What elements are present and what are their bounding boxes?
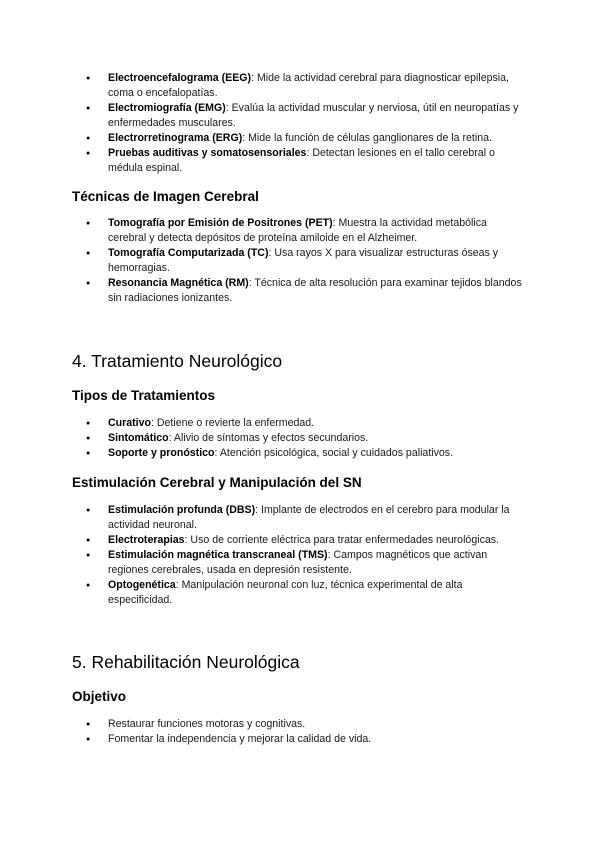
list-item: ● Resonancia Magnética (RM): Técnica de alta resolución para examinar tejidos blandos sin radiaciones ionizantes.	[72, 276, 528, 306]
treatment-types-heading: Tipos de Tratamientos	[72, 388, 216, 403]
list-item: ● Estimulación magnética transcraneal (TMS): Campos magnéticos que activan regiones cerebrales, usada en depresión resistente.	[72, 548, 528, 578]
list-item: ● Electroterapias: Uso de corriente eléctrica para tratar enfermedades neurológicas.	[72, 533, 528, 548]
stimulation-list	[72, 503, 528, 608]
list-item: ● Electrorretinograma (ERG): Mide la función de células ganglionares de la retina.	[72, 131, 528, 146]
list-item: ● Sintomático: Alivio de síntomas y efectos secundarios.	[72, 431, 528, 446]
imaging-list	[72, 216, 528, 306]
list-item: ● Electromiografía (EMG): Evalúa la actividad muscular y nerviosa, útil en neuropatías y enfermedades musculares.	[72, 101, 528, 131]
objective-list	[72, 717, 528, 747]
list-item: ● Curativo: Detiene o revierte la enfermedad.	[72, 416, 528, 431]
list-item: ● Electroencefalograma (EEG): Mide la actividad cerebral para diagnosticar epilepsia, coma o encefalopatías.	[72, 71, 528, 101]
objective-heading: Objetivo	[72, 689, 127, 704]
imaging-heading: Técnicas de Imagen Cerebral	[72, 189, 259, 204]
list-item: ● Estimulación profunda (DBS): Implante de electrodos en el cerebro para modular la actividad neuronal.	[72, 503, 528, 533]
list-item: ● Fomentar la independencia y mejorar la calidad de vida.	[72, 732, 528, 747]
list-item: ● Optogenética: Manipulación neuronal con luz, técnica experimental de alta especificidad.	[72, 578, 528, 608]
list-item: ● Pruebas auditivas y somatosensoriales: Detectan lesiones en el tallo cerebral o médula espinal.	[72, 146, 528, 176]
section-4-title: 4. Tratamiento Neurológico	[72, 351, 283, 371]
list-item: ● Tomografía por Emisión de Positrones (PET): Muestra la actividad metabólica cerebral y detecta depósitos de proteína amiloide en el Alzheimer.	[72, 216, 528, 246]
list-item: ● Tomografía Computarizada (TC): Usa rayos X para visualizar estructuras óseas y hemorragias.	[72, 246, 528, 276]
list-item: ● Soporte y pronóstico: Atención psicológica, social y cuidados paliativos.	[72, 446, 528, 461]
list-item: ● Restaurar funciones motoras y cognitivas.	[72, 717, 528, 732]
section-5-title: 5. Rehabilitación Neurológica	[72, 652, 300, 672]
treatment-types-list	[72, 416, 528, 461]
stimulation-heading: Estimulación Cerebral y Manipulación del SN	[72, 475, 362, 490]
diagnostic-tests-list	[72, 71, 528, 176]
